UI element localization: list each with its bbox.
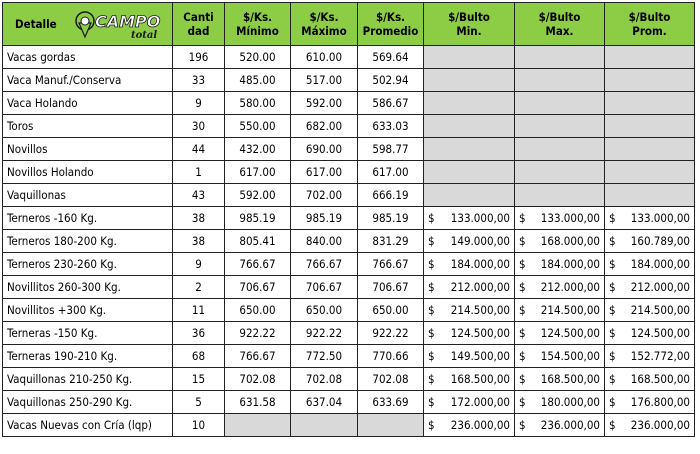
- price-kg-max: [291, 414, 358, 437]
- category-name: Novillitos 260-300 Kg.: [3, 276, 173, 299]
- price-bulto-bmax: [515, 138, 605, 161]
- price-kg-min: 922.22: [225, 322, 291, 345]
- bulto-value: 212.000,00: [450, 280, 510, 294]
- bulto-value: 124.500,00: [450, 326, 510, 340]
- price-bulto-bmin: [424, 276, 515, 299]
- price-bulto-bmin: [424, 69, 515, 92]
- header-row: [3, 3, 695, 46]
- price-bulto-bmax: [515, 184, 605, 207]
- price-kg-prom: 569.64: [358, 46, 424, 69]
- price-bulto-bmax: [515, 391, 605, 414]
- quantity-cell: 10: [173, 414, 225, 437]
- table-row: [3, 184, 695, 207]
- price-kg-prom: 617.00: [358, 161, 424, 184]
- price-kg-max: 772.50: [291, 345, 358, 368]
- currency-symbol: $: [609, 234, 616, 248]
- price-bulto-bmin: [424, 230, 515, 253]
- category-name: Vaca Holando: [3, 92, 173, 115]
- bulto-value: 214.500,00: [540, 303, 600, 317]
- price-kg-prom: 985.19: [358, 207, 424, 230]
- quantity-cell: 2: [173, 276, 225, 299]
- price-bulto-bmax: [515, 161, 605, 184]
- price-bulto-bmin: [424, 207, 515, 230]
- bulto-value: 184.000,00: [450, 257, 510, 271]
- bulto-value: 133.000,00: [450, 211, 510, 225]
- currency-symbol: $: [609, 257, 616, 271]
- price-bulto-bmin: [424, 184, 515, 207]
- currency-symbol: $: [519, 211, 526, 225]
- bulto-value: 149.500,00: [450, 349, 510, 363]
- price-kg-min: 650.00: [225, 299, 291, 322]
- currency-symbol: $: [519, 234, 526, 248]
- price-kg-max: 610.00: [291, 46, 358, 69]
- price-kg-min: 766.67: [225, 253, 291, 276]
- category-name: Novillos Holando: [3, 161, 173, 184]
- bulto-value: 214.500,00: [450, 303, 510, 317]
- category-name: Vacas Nuevas con Cría (lqp): [3, 414, 173, 437]
- category-name: Toros: [3, 115, 173, 138]
- price-bulto-bprom: [605, 184, 695, 207]
- currency-symbol: $: [428, 326, 435, 340]
- price-bulto-bmax: [515, 207, 605, 230]
- price-kg-min: 580.00: [225, 92, 291, 115]
- price-bulto-bprom: [605, 368, 695, 391]
- price-kg-max: 840.00: [291, 230, 358, 253]
- price-kg-prom: 706.67: [358, 276, 424, 299]
- price-kg-min: 592.00: [225, 184, 291, 207]
- logo-text: CAMPO: [95, 12, 161, 31]
- category-name: Vaquillonas 210-250 Kg.: [3, 368, 173, 391]
- bulto-value: 236.000,00: [630, 418, 690, 432]
- table-row: [3, 92, 695, 115]
- header-prom-kg: $/Ks. Promedio: [358, 3, 424, 46]
- price-kg-prom: 702.08: [358, 368, 424, 391]
- price-bulto-bprom: [605, 345, 695, 368]
- quantity-cell: 38: [173, 207, 225, 230]
- table-row: [3, 414, 695, 437]
- price-kg-prom: 598.77: [358, 138, 424, 161]
- category-name: Terneras -150 Kg.: [3, 322, 173, 345]
- currency-symbol: $: [428, 395, 435, 409]
- price-bulto-bmin: [424, 92, 515, 115]
- price-kg-max: 702.08: [291, 368, 358, 391]
- table-row: [3, 345, 695, 368]
- quantity-cell: 196: [173, 46, 225, 69]
- price-bulto-bprom: [605, 322, 695, 345]
- price-kg-max: 766.67: [291, 253, 358, 276]
- table-row: [3, 230, 695, 253]
- bulto-value: 212.000,00: [540, 280, 600, 294]
- currency-symbol: $: [609, 211, 616, 225]
- price-kg-prom: 831.29: [358, 230, 424, 253]
- bulto-value: 168.500,00: [630, 372, 690, 386]
- category-name: Vacas gordas: [3, 46, 173, 69]
- table-row: [3, 46, 695, 69]
- table-row: [3, 69, 695, 92]
- table-row: [3, 253, 695, 276]
- currency-symbol: $: [428, 418, 435, 432]
- currency-symbol: $: [428, 349, 435, 363]
- currency-symbol: $: [428, 372, 435, 386]
- price-bulto-bprom: [605, 69, 695, 92]
- price-kg-min: 985.19: [225, 207, 291, 230]
- category-name: Novillos: [3, 138, 173, 161]
- price-kg-max: 517.00: [291, 69, 358, 92]
- table-row: [3, 322, 695, 345]
- price-bulto-bprom: [605, 276, 695, 299]
- table-row: [3, 276, 695, 299]
- price-bulto-bmin: [424, 414, 515, 437]
- currency-symbol: $: [519, 349, 526, 363]
- price-bulto-bmin: [424, 368, 515, 391]
- price-bulto-bprom: [605, 414, 695, 437]
- currency-symbol: $: [428, 234, 435, 248]
- bulto-value: 124.500,00: [630, 326, 690, 340]
- table-row: [3, 115, 695, 138]
- category-name: Vaquillonas 250-290 Kg.: [3, 391, 173, 414]
- bulto-value: 168.500,00: [450, 372, 510, 386]
- currency-symbol: $: [609, 349, 616, 363]
- price-bulto-bmin: [424, 115, 515, 138]
- price-kg-prom: 766.67: [358, 253, 424, 276]
- bulto-value: 212.000,00: [630, 280, 690, 294]
- currency-symbol: $: [519, 303, 526, 317]
- price-bulto-bmax: [515, 322, 605, 345]
- price-table: [2, 2, 695, 437]
- bulto-value: 133.000,00: [630, 211, 690, 225]
- currency-symbol: $: [519, 257, 526, 271]
- price-bulto-bprom: [605, 92, 695, 115]
- price-bulto-bprom: [605, 161, 695, 184]
- quantity-cell: 68: [173, 345, 225, 368]
- price-kg-max: 706.67: [291, 276, 358, 299]
- header-max-bulto: $/Bulto Max.: [515, 3, 605, 46]
- bulto-value: 172.000,00: [450, 395, 510, 409]
- currency-symbol: $: [609, 303, 616, 317]
- currency-symbol: $: [609, 395, 616, 409]
- bulto-value: 168.500,00: [540, 372, 600, 386]
- price-kg-prom: 633.03: [358, 115, 424, 138]
- header-max-kg: $/Ks. Máximo: [291, 3, 358, 46]
- price-kg-prom: 922.22: [358, 322, 424, 345]
- price-bulto-bprom: [605, 138, 695, 161]
- quantity-cell: 38: [173, 230, 225, 253]
- currency-symbol: $: [428, 257, 435, 271]
- price-kg-max: 617.00: [291, 161, 358, 184]
- quantity-cell: 44: [173, 138, 225, 161]
- table-body: [3, 46, 695, 437]
- quantity-cell: 5: [173, 391, 225, 414]
- quantity-cell: 9: [173, 253, 225, 276]
- quantity-cell: 9: [173, 92, 225, 115]
- price-bulto-bmax: [515, 345, 605, 368]
- category-name: Terneras 190-210 Kg.: [3, 345, 173, 368]
- price-kg-prom: 770.66: [358, 345, 424, 368]
- price-kg-min: 702.08: [225, 368, 291, 391]
- price-kg-max: 592.00: [291, 92, 358, 115]
- price-kg-max: 650.00: [291, 299, 358, 322]
- currency-symbol: $: [519, 418, 526, 432]
- bulto-value: 180.000,00: [540, 395, 600, 409]
- table-row: [3, 138, 695, 161]
- currency-symbol: $: [428, 303, 435, 317]
- header-min-bulto: $/Bulto Min.: [424, 3, 515, 46]
- bulto-value: 236.000,00: [450, 418, 510, 432]
- price-kg-max: 637.04: [291, 391, 358, 414]
- price-kg-min: 520.00: [225, 46, 291, 69]
- currency-symbol: $: [428, 280, 435, 294]
- price-bulto-bprom: [605, 253, 695, 276]
- price-kg-prom: 633.69: [358, 391, 424, 414]
- header-cantidad: Canti dad: [173, 3, 225, 46]
- campo-total-logo: [75, 9, 167, 41]
- bulto-value: 149.000,00: [450, 234, 510, 248]
- price-bulto-bmax: [515, 92, 605, 115]
- price-bulto-bmax: [515, 230, 605, 253]
- price-bulto-bprom: [605, 115, 695, 138]
- currency-symbol: $: [519, 395, 526, 409]
- bulto-value: 154.500,00: [540, 349, 600, 363]
- price-bulto-bmax: [515, 253, 605, 276]
- price-kg-min: [225, 414, 291, 437]
- currency-symbol: $: [519, 372, 526, 386]
- price-bulto-bprom: [605, 207, 695, 230]
- bulto-value: 160.789,00: [630, 234, 690, 248]
- header-prom-bulto: $/Bulto Prom.: [605, 3, 695, 46]
- price-bulto-bmax: [515, 46, 605, 69]
- price-bulto-bmin: [424, 322, 515, 345]
- price-kg-prom: 650.00: [358, 299, 424, 322]
- price-bulto-bmin: [424, 161, 515, 184]
- price-bulto-bmin: [424, 391, 515, 414]
- price-bulto-bmin: [424, 46, 515, 69]
- currency-symbol: $: [609, 372, 616, 386]
- table-row: [3, 299, 695, 322]
- price-bulto-bprom: [605, 46, 695, 69]
- price-bulto-bprom: [605, 391, 695, 414]
- quantity-cell: 1: [173, 161, 225, 184]
- currency-symbol: $: [519, 326, 526, 340]
- logo-subtext: total: [131, 30, 158, 41]
- price-kg-min: 617.00: [225, 161, 291, 184]
- price-bulto-bmax: [515, 276, 605, 299]
- price-kg-max: 682.00: [291, 115, 358, 138]
- price-kg-min: 706.67: [225, 276, 291, 299]
- price-kg-min: 432.00: [225, 138, 291, 161]
- bulto-value: 184.000,00: [540, 257, 600, 271]
- header-detalle-label: Detalle: [15, 17, 57, 31]
- bulto-value: 214.500,00: [630, 303, 690, 317]
- price-kg-min: 485.00: [225, 69, 291, 92]
- price-bulto-bmin: [424, 345, 515, 368]
- bulto-value: 152.772,00: [630, 349, 690, 363]
- currency-symbol: $: [428, 211, 435, 225]
- price-kg-max: 922.22: [291, 322, 358, 345]
- quantity-cell: 36: [173, 322, 225, 345]
- price-bulto-bmax: [515, 368, 605, 391]
- price-kg-prom: 666.19: [358, 184, 424, 207]
- quantity-cell: 15: [173, 368, 225, 391]
- price-kg-prom: 586.67: [358, 92, 424, 115]
- table-row: [3, 161, 695, 184]
- category-name: Vaquillonas: [3, 184, 173, 207]
- category-name: Terneros 230-260 Kg.: [3, 253, 173, 276]
- price-kg-min: 805.41: [225, 230, 291, 253]
- quantity-cell: 43: [173, 184, 225, 207]
- currency-symbol: $: [609, 418, 616, 432]
- category-name: Vaca Manuf./Conserva: [3, 69, 173, 92]
- price-bulto-bprom: [605, 299, 695, 322]
- currency-symbol: $: [609, 326, 616, 340]
- quantity-cell: 11: [173, 299, 225, 322]
- bulto-value: 176.800,00: [630, 395, 690, 409]
- price-bulto-bmax: [515, 414, 605, 437]
- bulto-value: 133.000,00: [540, 211, 600, 225]
- quantity-cell: 30: [173, 115, 225, 138]
- price-bulto-bprom: [605, 230, 695, 253]
- category-name: Novillitos +300 Kg.: [3, 299, 173, 322]
- category-name: Terneros -160 Kg.: [3, 207, 173, 230]
- price-bulto-bmin: [424, 138, 515, 161]
- price-bulto-bmax: [515, 69, 605, 92]
- price-kg-prom: 502.94: [358, 69, 424, 92]
- price-bulto-bmax: [515, 299, 605, 322]
- bulto-value: 236.000,00: [540, 418, 600, 432]
- price-kg-min: 631.58: [225, 391, 291, 414]
- price-kg-min: 766.67: [225, 345, 291, 368]
- bulto-value: 124.500,00: [540, 326, 600, 340]
- table-row: [3, 207, 695, 230]
- header-min-kg: $/Ks. Mínimo: [225, 3, 291, 46]
- header-detalle: [3, 3, 173, 46]
- price-kg-max: 702.00: [291, 184, 358, 207]
- currency-symbol: $: [609, 280, 616, 294]
- price-kg-max: 690.00: [291, 138, 358, 161]
- table-row: [3, 368, 695, 391]
- price-bulto-bmin: [424, 299, 515, 322]
- price-kg-min: 550.00: [225, 115, 291, 138]
- bulto-value: 184.000,00: [630, 257, 690, 271]
- currency-symbol: $: [519, 280, 526, 294]
- table-row: [3, 391, 695, 414]
- category-name: Terneros 180-200 Kg.: [3, 230, 173, 253]
- price-kg-prom: [358, 414, 424, 437]
- price-bulto-bmax: [515, 115, 605, 138]
- price-table-container: [2, 2, 695, 437]
- bulto-value: 168.000,00: [540, 234, 600, 248]
- price-bulto-bmin: [424, 253, 515, 276]
- price-kg-max: 985.19: [291, 207, 358, 230]
- quantity-cell: 33: [173, 69, 225, 92]
